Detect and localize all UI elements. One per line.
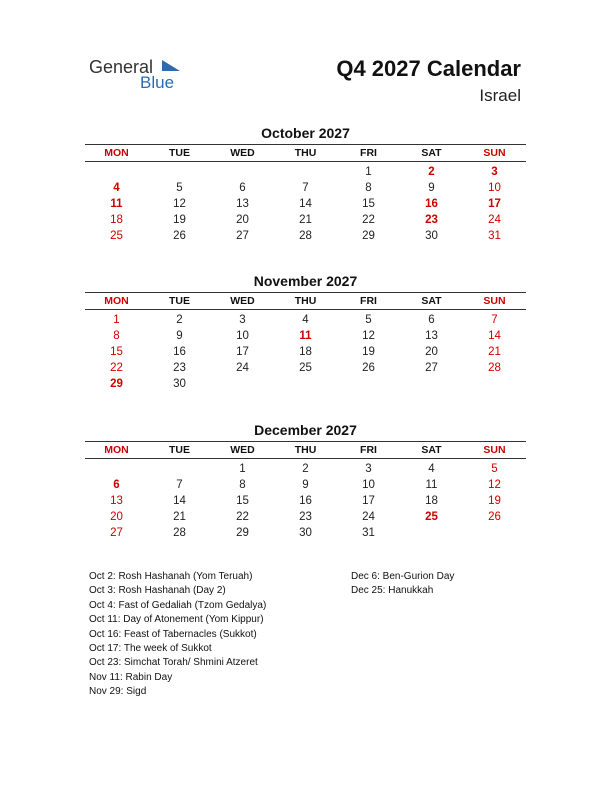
day-cell: 12 xyxy=(362,330,375,342)
day-cell: 8 xyxy=(365,182,372,194)
day-cell: 14 xyxy=(488,330,501,342)
weekday-sun: SUN xyxy=(483,147,506,159)
month-title: December 2027 xyxy=(254,422,357,438)
empty-day-cell xyxy=(400,376,463,392)
day-cell: 22 xyxy=(236,511,249,523)
empty-day-cell xyxy=(400,525,463,541)
empty-day-cell xyxy=(148,461,211,477)
logo xyxy=(89,57,189,93)
day-cell: 25 xyxy=(110,230,123,242)
holiday-list-right xyxy=(351,570,454,599)
holiday-entry: Oct 4: Fast of Gedaliah (Tzom Gedalya) xyxy=(89,599,267,611)
day-cell: 8 xyxy=(239,479,246,491)
empty-day-cell xyxy=(211,164,274,180)
day-cell: 26 xyxy=(362,362,375,374)
weekday-sat: SAT xyxy=(421,444,442,456)
holiday-entry: Dec 25: Hanukkah xyxy=(351,585,434,597)
weekday-tue: TUE xyxy=(169,147,190,159)
day-cell: 20 xyxy=(110,511,123,523)
weekday-wed: WED xyxy=(230,444,255,456)
day-cell: 21 xyxy=(173,511,186,523)
day-cell: 13 xyxy=(110,495,123,507)
day-cell: 7 xyxy=(491,314,498,326)
empty-day-cell xyxy=(274,164,337,180)
empty-day-cell xyxy=(463,376,526,392)
day-cell: 13 xyxy=(236,198,249,210)
day-cell: 9 xyxy=(302,479,309,491)
day-cell: 19 xyxy=(488,495,501,507)
day-cell: 29 xyxy=(236,527,249,539)
weekday-sat: SAT xyxy=(421,147,442,159)
empty-day-cell xyxy=(85,461,148,477)
weekday-thu: THU xyxy=(294,295,317,307)
country-name: Israel xyxy=(479,86,521,105)
weekday-sun: SUN xyxy=(483,295,506,307)
weekday-thu: THU xyxy=(294,147,317,159)
holiday-day-cell: 3 xyxy=(491,166,498,178)
day-cell: 6 xyxy=(428,314,435,326)
day-cell: 16 xyxy=(173,346,186,358)
holiday-entry: Oct 23: Simchat Torah/ Shmini Atzeret xyxy=(89,657,258,669)
logo-flag-icon xyxy=(162,60,180,71)
day-cell: 4 xyxy=(428,463,435,475)
day-cell: 14 xyxy=(299,198,312,210)
holiday-entry: Nov 29: Sigd xyxy=(89,686,147,698)
day-cell: 27 xyxy=(110,527,123,539)
weekday-header xyxy=(85,441,526,459)
day-cell: 5 xyxy=(491,463,498,475)
weekday-tue: TUE xyxy=(169,444,190,456)
weekday-header xyxy=(85,144,526,162)
day-cell: 20 xyxy=(236,214,249,226)
day-cell: 12 xyxy=(488,479,501,491)
day-cell: 30 xyxy=(425,230,438,242)
day-cell: 10 xyxy=(362,479,375,491)
day-cell: 16 xyxy=(299,495,312,507)
day-cell: 11 xyxy=(425,479,438,491)
day-cell: 7 xyxy=(302,182,309,194)
empty-day-cell xyxy=(148,164,211,180)
day-cell: 2 xyxy=(302,463,309,475)
holiday-day-cell: 23 xyxy=(425,214,438,226)
day-cell: 26 xyxy=(488,511,501,523)
day-cell: 27 xyxy=(236,230,249,242)
day-cell: 22 xyxy=(362,214,375,226)
day-cell: 19 xyxy=(362,346,375,358)
month-title: November 2027 xyxy=(253,273,358,289)
day-cell: 3 xyxy=(365,463,372,475)
day-cell: 9 xyxy=(176,330,183,342)
day-cell: 2 xyxy=(176,314,183,326)
holiday-list-left xyxy=(89,570,266,700)
holiday-day-cell: 16 xyxy=(425,198,438,210)
day-cell: 20 xyxy=(425,346,438,358)
weekday-tue: TUE xyxy=(169,295,190,307)
day-cell: 8 xyxy=(113,330,120,342)
month-november xyxy=(85,272,526,392)
day-cell: 1 xyxy=(239,463,246,475)
empty-day-cell xyxy=(211,376,274,392)
weekday-sat: SAT xyxy=(421,295,442,307)
page-title: Q4 2027 Calendar xyxy=(336,56,521,81)
day-cell: 27 xyxy=(425,362,438,374)
day-cell: 5 xyxy=(176,182,183,194)
weekday-wed: WED xyxy=(230,147,255,159)
day-cell: 28 xyxy=(488,362,501,374)
day-cell: 10 xyxy=(236,330,249,342)
weekday-wed: WED xyxy=(230,295,255,307)
day-cell: 18 xyxy=(299,346,312,358)
day-cell: 15 xyxy=(110,346,123,358)
empty-day-cell xyxy=(337,376,400,392)
day-cell: 5 xyxy=(365,314,372,326)
day-cell: 24 xyxy=(488,214,501,226)
holiday-day-cell: 6 xyxy=(113,479,120,491)
empty-day-cell xyxy=(85,164,148,180)
day-cell: 28 xyxy=(299,230,312,242)
weekday-sun: SUN xyxy=(483,444,506,456)
day-cell: 31 xyxy=(362,527,375,539)
day-grid xyxy=(85,164,526,244)
day-cell: 15 xyxy=(236,495,249,507)
day-grid xyxy=(85,461,526,541)
weekday-fri: FRI xyxy=(360,147,377,159)
day-cell: 6 xyxy=(239,182,246,194)
day-cell: 12 xyxy=(173,198,186,210)
day-cell: 19 xyxy=(173,214,186,226)
holiday-day-cell: 11 xyxy=(110,198,123,210)
day-cell: 1 xyxy=(113,314,120,326)
weekday-mon: MON xyxy=(104,295,129,307)
day-cell: 9 xyxy=(428,182,435,194)
day-cell: 30 xyxy=(299,527,312,539)
holiday-day-cell: 11 xyxy=(299,330,312,342)
day-cell: 21 xyxy=(299,214,312,226)
holiday-day-cell: 17 xyxy=(488,198,501,210)
day-cell: 30 xyxy=(173,378,186,390)
day-cell: 28 xyxy=(173,527,186,539)
day-cell: 26 xyxy=(173,230,186,242)
holiday-entry: Oct 11: Day of Atonement (Yom Kippur) xyxy=(89,614,264,626)
day-cell: 24 xyxy=(236,362,249,374)
empty-day-cell xyxy=(274,376,337,392)
holiday-day-cell: 29 xyxy=(110,378,123,390)
day-cell: 25 xyxy=(299,362,312,374)
day-cell: 18 xyxy=(110,214,123,226)
day-cell: 15 xyxy=(362,198,375,210)
holiday-entry: Oct 17: The week of Sukkot xyxy=(89,643,212,655)
holiday-day-cell: 25 xyxy=(425,511,438,523)
day-cell: 1 xyxy=(365,166,372,178)
day-cell: 14 xyxy=(173,495,186,507)
weekday-thu: THU xyxy=(294,444,317,456)
weekday-fri: FRI xyxy=(360,295,377,307)
logo-text-blue: Blue xyxy=(140,73,175,92)
day-cell: 31 xyxy=(488,230,501,242)
logo-text-general: General xyxy=(89,57,154,77)
day-cell: 24 xyxy=(362,511,375,523)
day-cell: 29 xyxy=(362,230,375,242)
holiday-entry: Oct 16: Feast of Tabernacles (Sukkot) xyxy=(89,628,257,640)
month-december xyxy=(85,421,526,541)
day-cell: 17 xyxy=(362,495,375,507)
day-cell: 3 xyxy=(239,314,246,326)
day-cell: 22 xyxy=(110,362,123,374)
month-title: October 2027 xyxy=(261,125,350,141)
month-october xyxy=(85,124,526,244)
day-cell: 7 xyxy=(176,479,183,491)
holiday-entry: Oct 2: Rosh Hashanah (Yom Teruah) xyxy=(89,571,253,582)
holiday-day-cell: 4 xyxy=(113,182,120,194)
weekday-header xyxy=(85,292,526,310)
holiday-entry: Nov 11: Rabin Day xyxy=(89,671,173,683)
empty-day-cell xyxy=(463,525,526,541)
day-grid xyxy=(85,312,526,392)
day-cell: 23 xyxy=(299,511,312,523)
holiday-day-cell: 2 xyxy=(428,166,435,178)
day-cell: 13 xyxy=(425,330,438,342)
holiday-entry: Oct 3: Rosh Hashanah (Day 2) xyxy=(89,585,226,597)
weekday-mon: MON xyxy=(104,444,129,456)
day-cell: 17 xyxy=(236,346,249,358)
day-cell: 23 xyxy=(173,362,186,374)
weekday-mon: MON xyxy=(104,147,129,159)
holiday-entry: Dec 6: Ben-Gurion Day xyxy=(351,571,455,582)
weekday-fri: FRI xyxy=(360,444,377,456)
day-cell: 10 xyxy=(488,182,501,194)
day-cell: 21 xyxy=(488,346,501,358)
day-cell: 18 xyxy=(425,495,438,507)
day-cell: 4 xyxy=(302,314,309,326)
